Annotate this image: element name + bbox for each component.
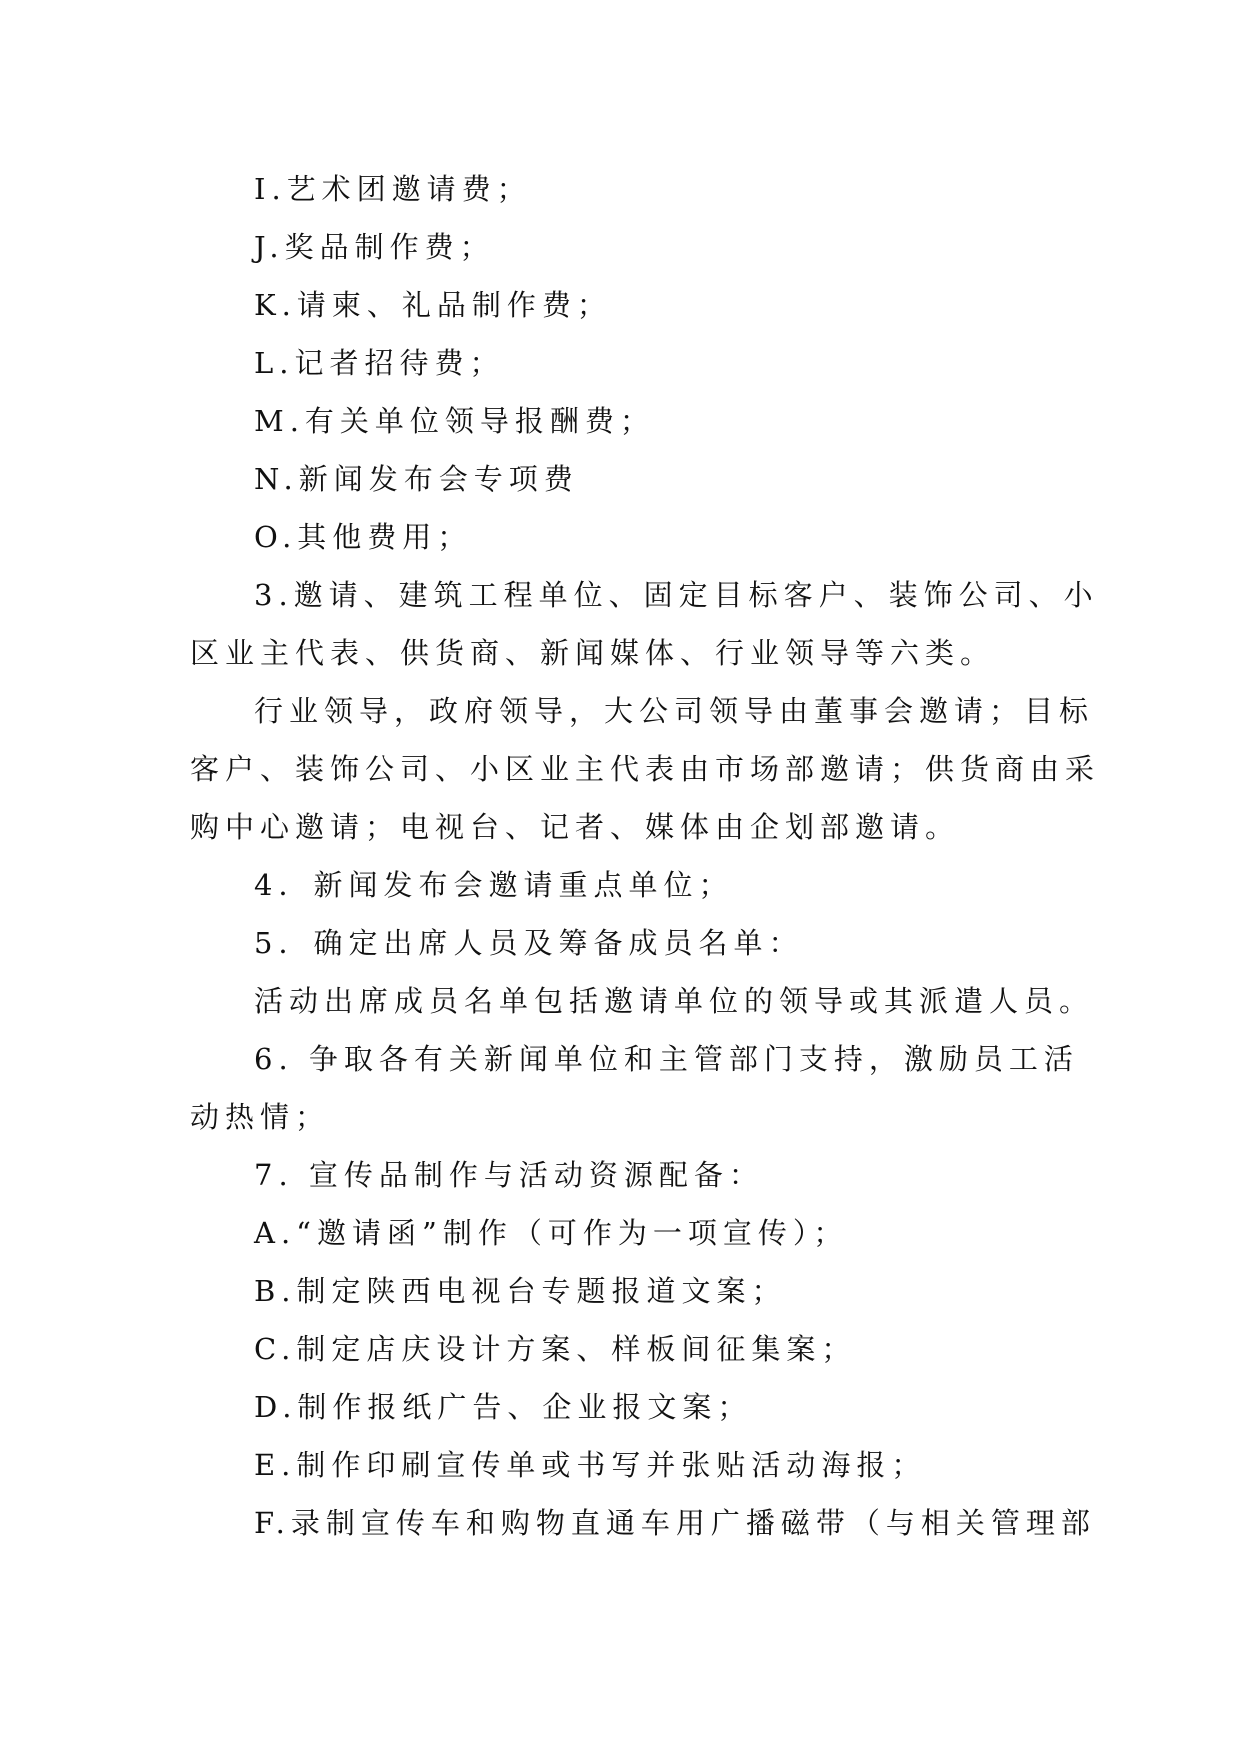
paragraph-line: E.制作印刷宣传单或书写并张贴活动海报； [254,1448,927,1482]
paragraph-line: 客户、装饰公司、小区业主代表由市场部邀请；供货商由采 [190,752,1101,786]
paragraph-line: 区业主代表、供货商、新闻媒体、行业领导等六类。 [190,636,996,670]
paragraph-line: J.奖品制作费； [254,230,495,264]
paragraph-line: 活动出席成员名单包括邀请单位的领导或其派遣人员。 [254,984,1095,1018]
paragraph-line: B.制定陕西电视台专题报道文案； [254,1274,787,1308]
paragraph-line: F.录制宣传车和购物直通车用广播磁带（与相关管理部 [254,1506,1096,1540]
paragraph-line: 4．新闻发布会邀请重点单位； [254,868,734,902]
paragraph-line: 5．确定出席人员及筹备成员名单： [254,926,804,960]
paragraph-line: 行业领导，政府领导，大公司领导由董事会邀请；目标 [254,694,1095,728]
paragraph-line: A.“邀请函”制作（可作为一项宣传）； [254,1216,849,1250]
paragraph-line: 动热情； [190,1100,331,1134]
paragraph-line: M.有关单位领导报酬费； [254,404,655,438]
paragraph-line: 购中心邀请；电视台、记者、媒体由企划部邀请。 [190,810,961,844]
paragraph-line: 6. 争取各有关新闻单位和主管部门支持，激励员工活 [254,1042,1079,1076]
paragraph-line: I.艺术团邀请费； [254,172,532,206]
paragraph-line: 3.邀请、建筑工程单位、固定目标客户、装饰公司、小 [254,578,1099,612]
paragraph-line: K.请柬、礼品制作费； [254,288,612,322]
paragraph-line: L.记者招待费； [254,346,505,380]
paragraph-line: C.制定店庆设计方案、样板间征集案； [254,1332,857,1366]
paragraph-line: 7. 宣传品制作与活动资源配备： [254,1158,764,1192]
paragraph-line: N.新闻发布会专项费 [254,462,579,496]
document-body [190,160,1101,1552]
paragraph-line: D.制作报纸广告、企业报文案； [254,1390,753,1424]
paragraph-line: O.其他费用； [254,520,473,554]
